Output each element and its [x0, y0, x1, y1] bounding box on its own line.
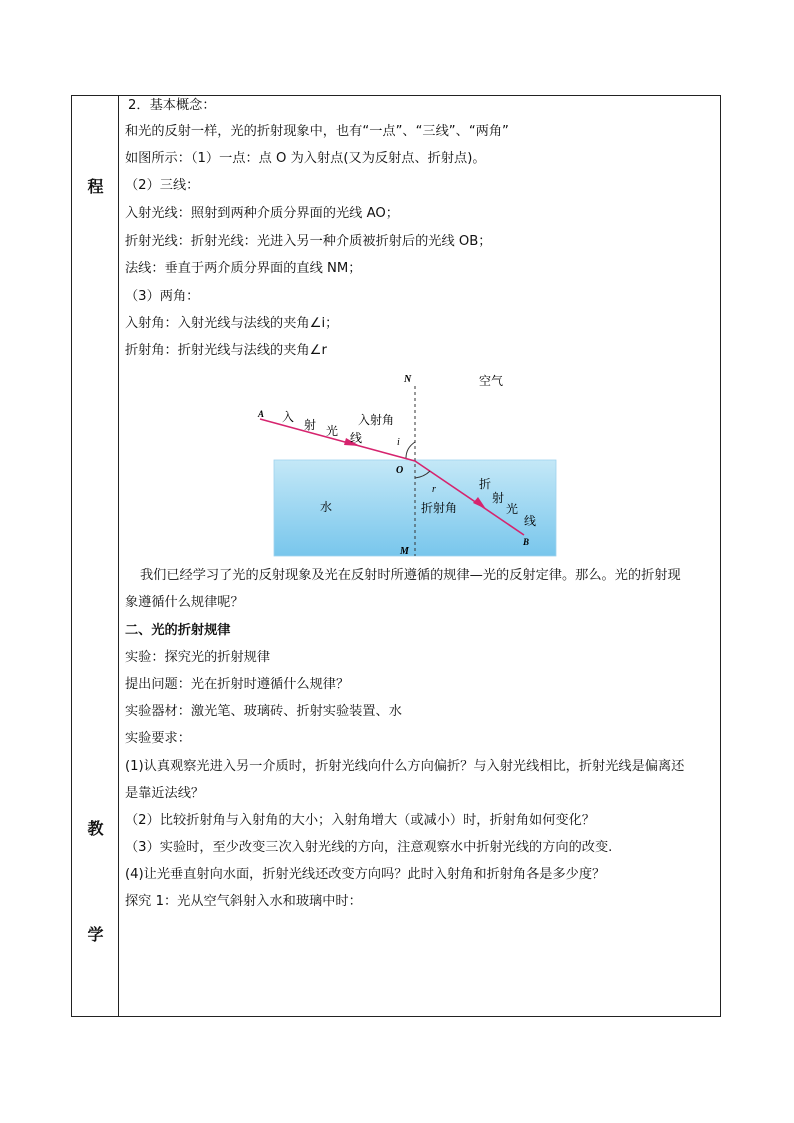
label-ray-in: 射 — [304, 418, 317, 432]
text-line: 折射角：折射光线与法线的夹角∠r — [125, 343, 327, 358]
label-ray-out: 光 — [506, 502, 519, 516]
text-line: 入射角：入射光线与法线的夹角∠i； — [125, 316, 339, 331]
label-water: 水 — [320, 500, 333, 514]
text-line: 2．基本概念： — [128, 98, 216, 113]
label-ray-out: 折 — [479, 477, 492, 491]
text-line: 实验要求： — [125, 731, 191, 746]
text-line: (4)让光垂直射向水面，折射光线还改变方向吗？此时入射角和折射角各是多少度？ — [125, 867, 606, 882]
text-line: （2）三线： — [125, 178, 200, 193]
text-line: 是靠近法线？ — [125, 786, 205, 801]
lesson-table — [71, 95, 721, 1017]
section-label-column — [72, 96, 119, 1016]
label-r: r — [432, 484, 436, 495]
text-line: (1)认真观察光进入另一介质时，折射光线向什么方向偏折？与入射光线相比，折射光线是偏离还 — [125, 759, 685, 774]
text-line: （2）比较折射角与入射角的大小；入射角增大（或减小）时，折射角如何变化？ — [125, 813, 595, 828]
label-ray-in: 光 — [326, 424, 339, 438]
text-line: 入射光线：照射到两种介质分界面的光线 AO； — [125, 206, 399, 221]
text-line: 实验器材：激光笔、玻璃砖、折射实验装置、水 — [125, 704, 402, 719]
incident-angle-arc — [406, 442, 415, 458]
label-ray-in: 入 — [282, 410, 295, 424]
label-refraction-angle: 折射角 — [421, 501, 458, 515]
label-A: A — [258, 409, 265, 419]
text-line: 实验：探究光的折射规律 — [125, 650, 271, 665]
text-line: 折射光线：折射光线：光进入另一种介质被折射后的光线 OB； — [125, 234, 492, 249]
label-N: N — [404, 374, 412, 385]
label-ray-out: 线 — [524, 514, 537, 528]
text-line: 探究 1：光从空气斜射入水和玻璃中时： — [125, 894, 362, 909]
label-i: i — [397, 437, 400, 448]
label-O: O — [396, 465, 404, 476]
text-line: 我们已经学习了光的反射现象及光在反射时所遵循的规律—光的反射定律。那么。光的折射现 — [140, 568, 681, 583]
section-label-char: 程 — [87, 177, 104, 196]
label-M: M — [400, 546, 409, 557]
text-line: 和光的反射一样，光的折射现象中，也有“一点”、“三线”、“两角” — [125, 124, 509, 139]
text-line: 象遵循什么规律呢？ — [125, 595, 244, 610]
label-incident-angle: 入射角 — [358, 413, 395, 427]
text-line: 法线：垂直于两介质分界面的直线 NM； — [125, 261, 362, 276]
label-ray-out: 射 — [492, 491, 505, 505]
section-label-char: 学 — [87, 925, 104, 944]
text-line: （3）实验时，至少改变三次入射光线的方向，注意观察水中折射光线的方向的改变. — [125, 840, 613, 855]
text-line: 提出问题：光在折射时遵循什么规律？ — [125, 677, 350, 692]
label-B: B — [523, 537, 530, 547]
label-air: 空气 — [479, 374, 504, 388]
label-ray-in: 线 — [350, 431, 363, 445]
lesson-content — [120, 96, 720, 1016]
section-label-char: 教 — [87, 819, 104, 838]
text-line: 如图所示：（1）一点：点 O 为入射点(又为反射点、折射点)。 — [125, 151, 486, 166]
text-line: （3）两角： — [125, 289, 200, 304]
refraction-diagram — [258, 368, 574, 558]
section-heading: 二、光的折射规律 — [125, 623, 231, 638]
